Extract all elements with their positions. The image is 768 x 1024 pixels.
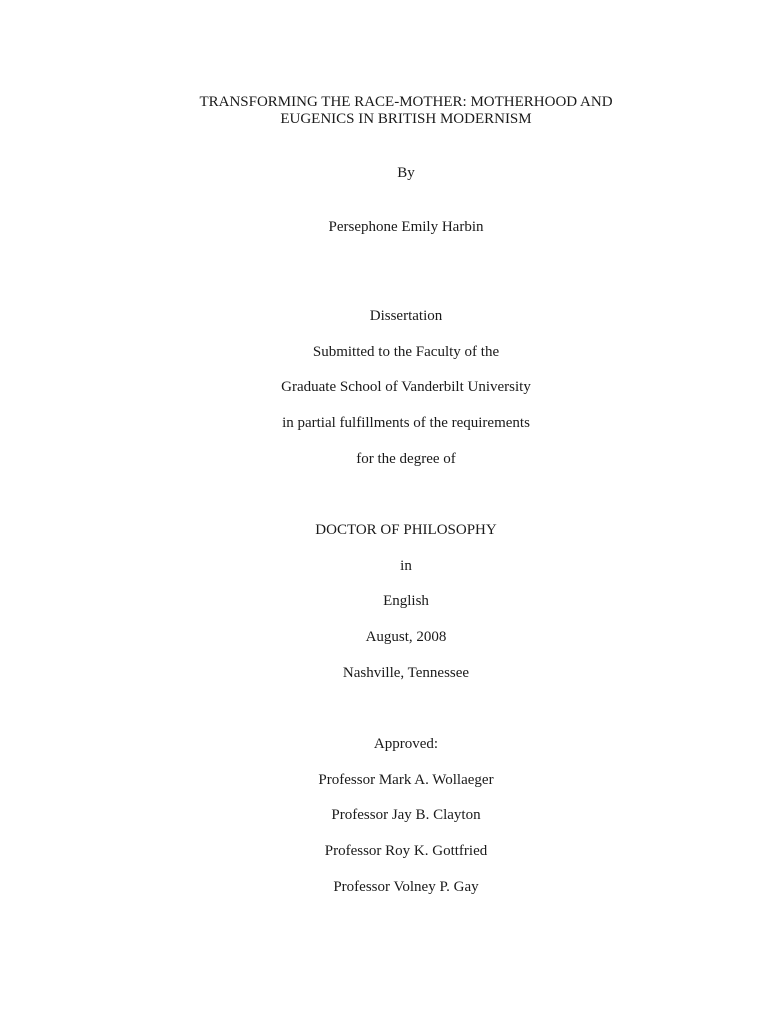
author-name: Persephone Emily Harbin: [328, 219, 484, 235]
submission-date: August, 2008: [365, 629, 447, 645]
submission-line-3: in partial fulfillments of the requirements: [282, 415, 530, 431]
committee-member: Professor Volney P. Gay: [333, 879, 479, 895]
committee-member: Professor Roy K. Gottfried: [324, 843, 488, 859]
document-type: Dissertation: [369, 308, 443, 324]
field-of-study: English: [383, 593, 429, 609]
title-line-2: EUGENICS IN BRITISH MODERNISM: [280, 111, 532, 127]
submission-line-1: Submitted to the Faculty of the: [312, 344, 500, 360]
degree-name: DOCTOR OF PHILOSOPHY: [315, 522, 497, 538]
byline: By: [397, 165, 415, 181]
submission-place: Nashville, Tennessee: [342, 665, 470, 681]
committee-member: Professor Jay B. Clayton: [331, 807, 481, 823]
in-word: in: [400, 558, 412, 574]
submission-line-4: for the degree of: [356, 451, 456, 467]
approved-label: Approved:: [373, 736, 439, 752]
title-line-1: TRANSFORMING THE RACE-MOTHER: MOTHERHOOD AND: [199, 94, 613, 110]
submission-line-2: Graduate School of Vanderbilt University: [281, 379, 531, 395]
committee-member: Professor Mark A. Wollaeger: [318, 772, 494, 788]
